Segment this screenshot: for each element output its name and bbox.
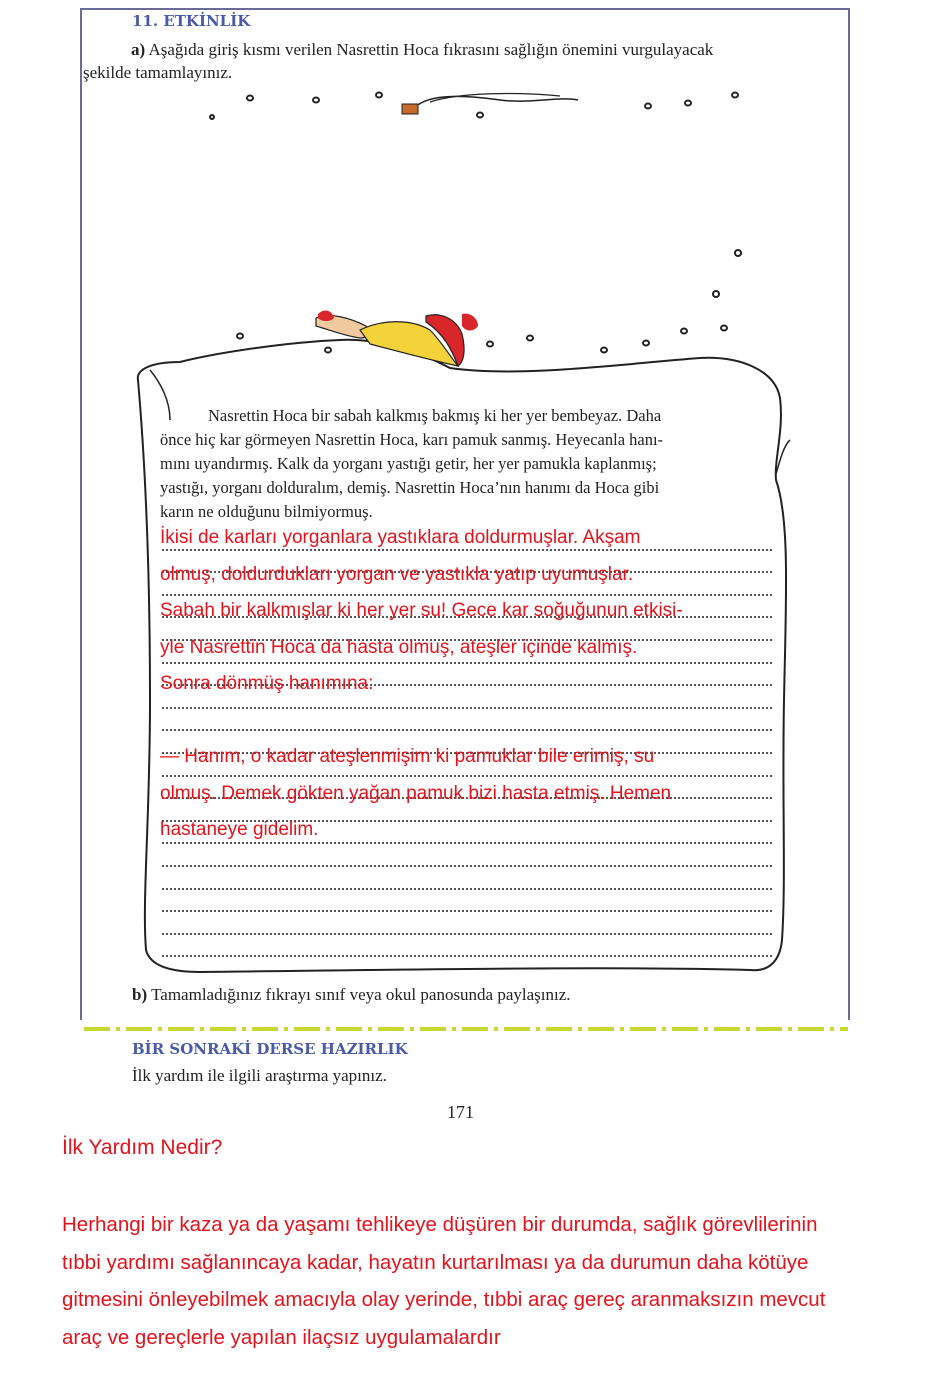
task-a-label: a)	[131, 40, 146, 59]
story-line: Nasrettin Hoca bir sabah kalkmış bakmış ki her yer bembeyaz. Daha	[208, 406, 662, 425]
story-line: karın ne olduğunu bilmiyormuş.	[160, 502, 373, 521]
definition-line: araç ve gereçlerle yapılan ilaçsız uygulamalardır	[62, 1325, 501, 1349]
task-b-text: Tamamladığınız fıkrayı sınıf veya okul panosunda paylaşınız.	[151, 985, 571, 1004]
next-lesson-text: İlk yardım ile ilgili araştırma yapınız.	[132, 1066, 387, 1085]
dialogue-line: olmuş. Demek gökten yağan pamuk bizi hasta etmiş. Hemen	[160, 782, 672, 804]
page-number: 171	[447, 1102, 474, 1122]
dotted-line	[162, 867, 772, 890]
dialogue-line: hastaneye gidelim.	[160, 819, 319, 840]
answer-line: olmuş, doldurdukları yorgan ve yastıkla yatıp uyumuşlar.	[160, 563, 634, 585]
first-aid-definition	[62, 1206, 912, 1356]
dotted-line	[162, 935, 772, 958]
task-a-line2: şekilde tamamlayınız.	[83, 63, 233, 82]
answer-line: yle Nasrettin Hoca da hasta olmuş, ateşler içinde kalmış.	[160, 636, 638, 658]
definition-line: Herhangi bir kaza ya da yaşamı tehlikeye düşüren bir durumda, sağlık görevlilerinin	[62, 1213, 818, 1236]
dotted-line	[162, 912, 772, 935]
task-b-instruction	[132, 985, 571, 1005]
next-lesson-title: BİR SONRAKİ DERSE HAZIRLIK	[132, 1040, 408, 1058]
story-line: mını uyandırmış. Kalk da yorganı yastığı getir, her yer pamukla kaplanmış;	[160, 454, 657, 473]
dotted-line	[162, 890, 772, 913]
task-b-label: b)	[132, 985, 148, 1004]
handwritten-answer	[160, 520, 780, 849]
definition-line: gitmesini önleyebilmek amacıyla olay yerinde, tıbbi araç gereç aranmaksızın mevcut	[62, 1288, 826, 1311]
dialogue-line: — Hanım, o kadar ateşlenmişim ki pamuklar bile erimiş, su	[160, 746, 655, 767]
definition-line: tıbbi yardımı sağlanıncaya kadar, hayatın kurtarılması ya da durumun daha kötüye	[62, 1250, 809, 1274]
activity-title: 11. ETKİNLİK	[132, 12, 251, 30]
story-line: önce hiç kar görmeyen Nasrettin Hoca, karı pamuk sanmış. Heyecanla hanı-	[160, 430, 664, 449]
first-aid-question: İlk Yardım Nedir?	[62, 1136, 223, 1159]
story-intro	[160, 404, 780, 524]
story-line: yastığı, yorganı dolduralım, demiş. Nasrettin Hoca’nın hanımı da Hoca gibi	[160, 478, 660, 497]
answer-line: İkisi de karları yorganlara yastıklara doldurmuşlar. Akşam	[160, 527, 641, 548]
dashed-separator	[84, 1027, 848, 1031]
answer-line: Sabah bir kalkmışlar ki her yer su! Gece kar soğuğunun etkisi-	[160, 600, 683, 621]
answer-line: Sonra dönmüş hanımına:	[160, 673, 374, 694]
task-a-line1: Aşağıda giriş kısmı verilen Nasrettin Hoca fıkrasını sağlığın önemini vurgulayacak	[148, 40, 714, 59]
